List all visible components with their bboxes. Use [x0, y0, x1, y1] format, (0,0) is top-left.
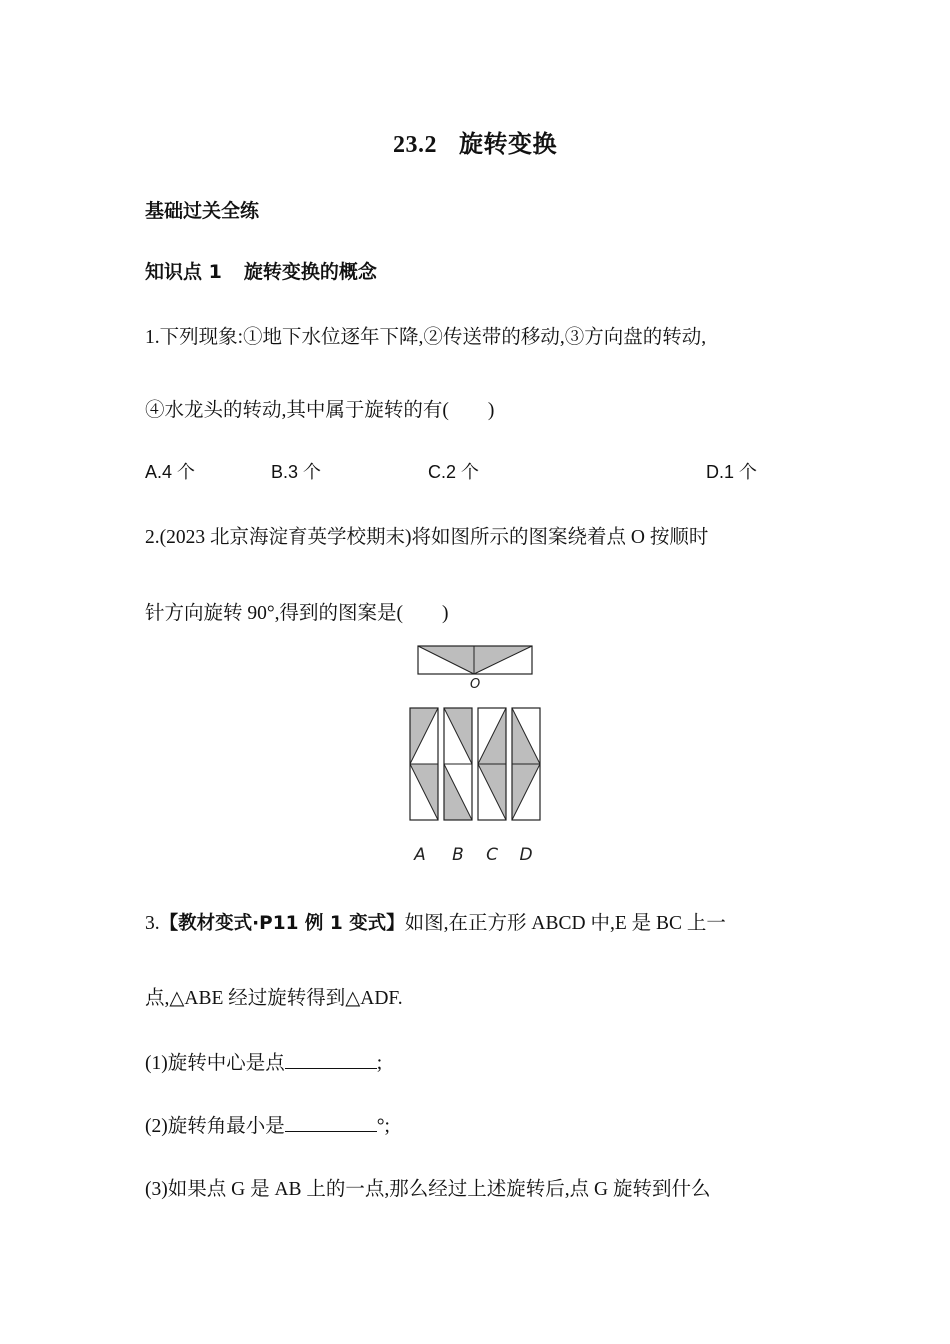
q3-sub1-blank[interactable]: [285, 1050, 377, 1069]
page-title: [0, 124, 950, 159]
choice-label-b: B: [452, 845, 464, 865]
choice-d-pattern: [512, 708, 540, 820]
q3-sub2-blank[interactable]: [285, 1113, 377, 1132]
choice-b-pattern: [444, 708, 472, 820]
q3-line1-text: 如图,在正方形 ABCD 中,E 是 BC 上一: [404, 913, 726, 934]
section-heading: 基础过关全练: [145, 200, 260, 222]
choice-label-c: C: [486, 845, 498, 865]
choice-label-a: A: [414, 845, 426, 865]
choice-c-pattern: [478, 708, 506, 820]
q3-sub1-suffix: ;: [376, 1053, 383, 1074]
q1-option-d: D.1 个: [706, 462, 758, 482]
title-text: 旋转变换: [459, 132, 557, 158]
q3-sub2-text: (2)旋转角最小是: [145, 1116, 285, 1137]
q3-sub3: (3)如果点 G 是 AB 上的一点,那么经过上述旋转后,点 G 旋转到什么: [145, 1179, 711, 1200]
q3-number: 3.: [145, 913, 160, 934]
q3-sub1-text: (1)旋转中心是点: [145, 1053, 285, 1074]
original-pattern: [418, 646, 532, 692]
q2-line1: 2.(2023 北京海淀育英学校期末)将如图所示的图案绕着点 O 按顺时: [145, 527, 709, 548]
q3-line2: 点,△ABE 经过旋转得到△ADF.: [145, 988, 403, 1009]
knowledge-point-heading: [145, 257, 377, 284]
choice-a-pattern: [410, 708, 438, 820]
title-number: 23.2: [393, 132, 437, 158]
q3-sub2-suffix: °;: [376, 1116, 390, 1137]
q1-option-b: B.3 个: [271, 462, 322, 482]
q1-option-a: A.4 个: [145, 462, 196, 482]
q1-line2: ④水龙头的转动,其中属于旋转的有( ): [145, 400, 495, 421]
knowledge-point-text: 旋转变换的概念: [243, 261, 377, 283]
q2-figure: [400, 640, 550, 870]
q1-option-c: C.2 个: [428, 462, 480, 482]
q3-tag: 【教材变式·P11 例 1 变式】: [159, 913, 405, 934]
knowledge-point-label: 知识点 1: [145, 261, 222, 283]
q3-sub2: [145, 1110, 390, 1138]
q1-line1: 1.下列现象:①地下水位逐年下降,②传送带的移动,③方向盘的转动,: [145, 327, 707, 348]
q3-sub1: [145, 1047, 382, 1075]
q3-line1: [145, 907, 726, 935]
q2-line2: 针方向旋转 90°,得到的图案是( ): [145, 603, 449, 624]
choice-label-d: D: [519, 845, 533, 865]
point-o-label: O: [470, 677, 481, 692]
